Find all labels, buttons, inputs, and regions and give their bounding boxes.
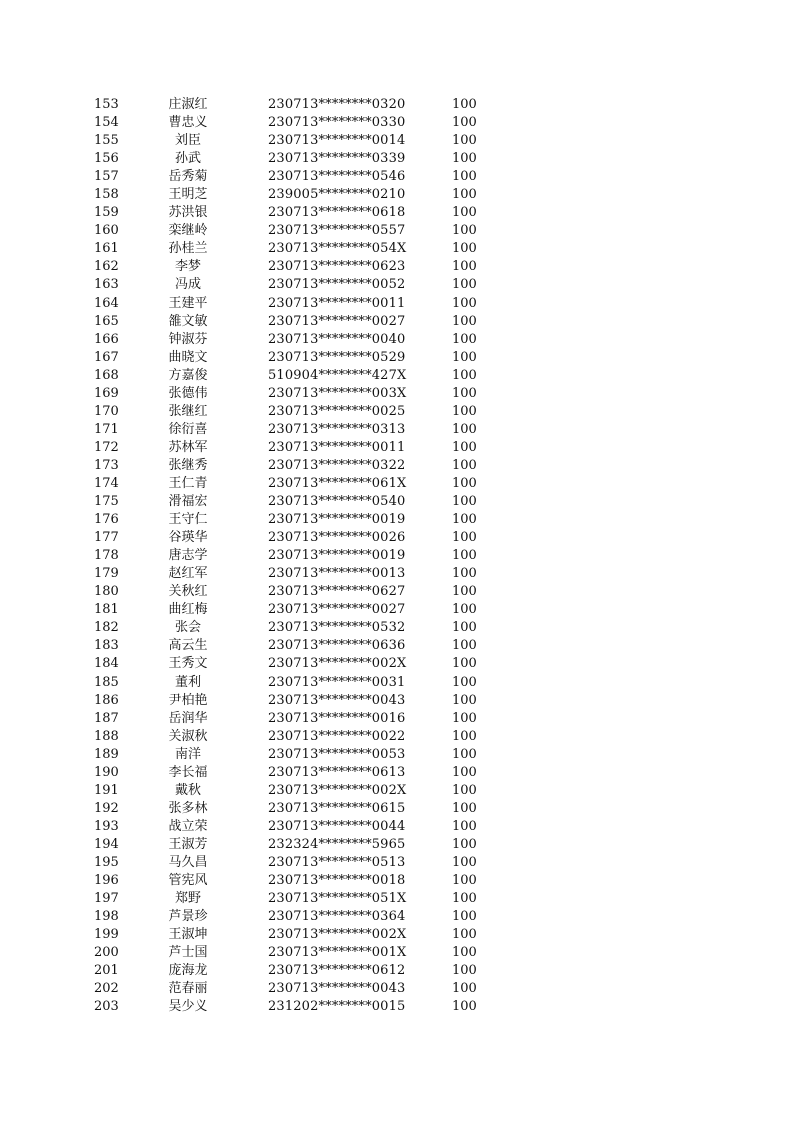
- id-number-cell: 230713********0330: [268, 115, 406, 131]
- table-row: [0, 565, 793, 583]
- table-row: [0, 295, 793, 313]
- id-number-cell: 230713********0623: [268, 259, 406, 275]
- row-number-cell: 155: [94, 133, 119, 149]
- table-row: [0, 836, 793, 854]
- name-cell: 尹柏艳: [168, 692, 208, 708]
- score-cell: 100: [452, 205, 477, 221]
- row-number-cell: 163: [94, 277, 119, 293]
- row-number-cell: 164: [94, 295, 119, 311]
- table-row: [0, 204, 793, 222]
- row-number-cell: 197: [94, 891, 119, 907]
- score-cell: 100: [452, 133, 477, 149]
- id-number-cell: 230713********0025: [268, 403, 406, 419]
- id-number-cell: 230713********0011: [268, 439, 406, 455]
- table-row: [0, 655, 793, 673]
- table-row: [0, 439, 793, 457]
- table-row: [0, 854, 793, 872]
- name-cell: 董利: [174, 674, 201, 690]
- score-cell: 100: [452, 277, 477, 293]
- name-cell: 李长福: [168, 764, 208, 780]
- name-cell: 南洋: [174, 746, 201, 762]
- id-number-cell: 232324********5965: [268, 836, 406, 852]
- id-number-cell: 230713********0313: [268, 421, 406, 437]
- id-number-cell: 230713********0636: [268, 638, 406, 654]
- row-number-cell: 186: [94, 692, 119, 708]
- table-row: [0, 944, 793, 962]
- table-row: [0, 475, 793, 493]
- name-cell: 张继红: [168, 403, 208, 419]
- score-cell: 100: [452, 873, 477, 889]
- id-number-cell: 230713********0043: [268, 692, 406, 708]
- name-cell: 刘臣: [174, 133, 201, 149]
- score-cell: 100: [452, 115, 477, 131]
- table-row: [0, 168, 793, 186]
- id-number-cell: 230713********002X: [268, 927, 407, 943]
- name-cell: 曲晓文: [168, 349, 208, 365]
- table-row: [0, 367, 793, 385]
- name-cell: 管宪风: [168, 873, 208, 889]
- id-number-cell: 510904********427X: [268, 367, 407, 383]
- name-cell: 赵红军: [168, 566, 208, 582]
- id-number-cell: 230713********0052: [268, 277, 406, 293]
- table-row: [0, 728, 793, 746]
- row-number-cell: 172: [94, 439, 119, 455]
- score-cell: 100: [452, 818, 477, 834]
- row-number-cell: 153: [94, 97, 119, 112]
- row-number-cell: 177: [94, 530, 119, 546]
- row-number-cell: 166: [94, 331, 119, 347]
- name-cell: 芦士国: [168, 945, 208, 961]
- name-cell: 吴少义: [168, 999, 208, 1015]
- name-cell: 马久昌: [168, 854, 208, 870]
- id-number-cell: 230713********0027: [268, 313, 406, 329]
- table-row: [0, 583, 793, 601]
- score-cell: 100: [452, 782, 477, 798]
- score-cell: 100: [452, 891, 477, 907]
- table-row: [0, 403, 793, 421]
- id-number-cell: 230713********0612: [268, 963, 406, 979]
- table-row: [0, 547, 793, 565]
- table-row: [0, 493, 793, 511]
- table-row: [0, 601, 793, 619]
- name-cell: 王建平: [168, 295, 208, 311]
- row-number-cell: 185: [94, 674, 119, 690]
- score-cell: 100: [452, 620, 477, 636]
- score-cell: 100: [452, 710, 477, 726]
- id-number-cell: 230713********0540: [268, 494, 406, 510]
- table-row: [0, 998, 793, 1016]
- id-number-cell: 230713********0532: [268, 620, 406, 636]
- table-row: [0, 240, 793, 258]
- table-row: [0, 890, 793, 908]
- table-row: [0, 692, 793, 710]
- id-number-cell: 230713********0053: [268, 746, 406, 762]
- score-cell: 100: [452, 692, 477, 708]
- row-number-cell: 184: [94, 656, 119, 672]
- name-cell: 战立荣: [168, 818, 208, 834]
- id-number-cell: 230713********051X: [268, 891, 407, 907]
- id-number-cell: 239005********0210: [268, 187, 406, 203]
- name-cell: 王仁青: [168, 475, 208, 491]
- row-number-cell: 158: [94, 187, 119, 203]
- name-cell: 张继秀: [168, 457, 208, 473]
- row-number-cell: 157: [94, 169, 119, 185]
- name-cell: 芦景珍: [168, 909, 208, 925]
- id-number-cell: 230713********0031: [268, 674, 406, 690]
- row-number-cell: 159: [94, 205, 119, 221]
- table-row: [0, 132, 793, 150]
- id-number-cell: 230713********002X: [268, 656, 407, 672]
- name-cell: 关淑秋: [168, 728, 208, 744]
- score-cell: 100: [452, 530, 477, 546]
- id-number-cell: 230713********0043: [268, 981, 406, 997]
- table-row: [0, 114, 793, 132]
- score-cell: 100: [452, 313, 477, 329]
- row-number-cell: 160: [94, 223, 119, 239]
- row-number-cell: 194: [94, 836, 119, 852]
- score-cell: 100: [452, 421, 477, 437]
- score-cell: 100: [452, 331, 477, 347]
- score-cell: 100: [452, 259, 477, 275]
- table-row: [0, 637, 793, 655]
- name-cell: 雒文敏: [168, 313, 208, 329]
- row-number-cell: 175: [94, 494, 119, 510]
- row-number-cell: 196: [94, 873, 119, 889]
- name-cell: 钟淑芬: [168, 331, 208, 347]
- table-row: [0, 96, 793, 114]
- name-cell: 王淑芳: [168, 836, 208, 852]
- row-number-cell: 171: [94, 421, 119, 437]
- name-cell: 曹忠义: [168, 115, 208, 131]
- score-cell: 100: [452, 475, 477, 491]
- row-number-cell: 174: [94, 475, 119, 491]
- table-row: [0, 710, 793, 728]
- score-cell: 100: [452, 295, 477, 311]
- score-cell: 100: [452, 349, 477, 365]
- score-cell: 100: [452, 656, 477, 672]
- score-cell: 100: [452, 674, 477, 690]
- row-number-cell: 169: [94, 385, 119, 401]
- row-number-cell: 195: [94, 854, 119, 870]
- score-cell: 100: [452, 800, 477, 816]
- score-cell: 100: [452, 457, 477, 473]
- name-cell: 张德伟: [168, 385, 208, 401]
- row-number-cell: 201: [94, 963, 119, 979]
- score-cell: 100: [452, 945, 477, 961]
- row-number-cell: 192: [94, 800, 119, 816]
- row-number-cell: 181: [94, 602, 119, 618]
- id-number-cell: 230713********0529: [268, 349, 406, 365]
- table-row: [0, 908, 793, 926]
- id-number-cell: 230713********0016: [268, 710, 406, 726]
- table-row: [0, 619, 793, 637]
- name-cell: 滑福宏: [168, 494, 208, 510]
- row-number-cell: 161: [94, 241, 119, 257]
- id-number-cell: 230713********0040: [268, 331, 406, 347]
- name-cell: 岳秀菊: [168, 169, 208, 185]
- data-table: [0, 96, 793, 1016]
- score-cell: 100: [452, 187, 477, 203]
- score-cell: 100: [452, 963, 477, 979]
- name-cell: 王守仁: [168, 512, 208, 528]
- score-cell: 100: [452, 241, 477, 257]
- row-number-cell: 200: [94, 945, 119, 961]
- table-row: [0, 511, 793, 529]
- name-cell: 冯成: [174, 277, 201, 293]
- table-row: [0, 186, 793, 204]
- table-row: [0, 674, 793, 692]
- score-cell: 100: [452, 566, 477, 582]
- id-number-cell: 230713********003X: [268, 385, 407, 401]
- row-number-cell: 188: [94, 728, 119, 744]
- id-number-cell: 230713********0546: [268, 169, 406, 185]
- table-row: [0, 421, 793, 439]
- row-number-cell: 182: [94, 620, 119, 636]
- table-row: [0, 818, 793, 836]
- score-cell: 100: [452, 439, 477, 455]
- id-number-cell: 230713********0339: [268, 151, 406, 167]
- name-cell: 范春丽: [168, 981, 208, 997]
- name-cell: 方嘉俊: [168, 367, 208, 383]
- row-number-cell: 179: [94, 566, 119, 582]
- score-cell: 100: [452, 602, 477, 618]
- row-number-cell: 190: [94, 764, 119, 780]
- id-number-cell: 230713********0011: [268, 295, 406, 311]
- id-number-cell: 230713********0019: [268, 548, 406, 564]
- score-cell: 100: [452, 367, 477, 383]
- score-cell: 100: [452, 494, 477, 510]
- table-row: [0, 529, 793, 547]
- table-row: [0, 782, 793, 800]
- id-number-cell: 230713********0618: [268, 205, 406, 221]
- name-cell: 孙武: [174, 151, 201, 167]
- score-cell: 100: [452, 764, 477, 780]
- score-cell: 100: [452, 97, 477, 112]
- row-number-cell: 187: [94, 710, 119, 726]
- row-number-cell: 203: [94, 999, 119, 1015]
- name-cell: 庄淑红: [168, 97, 208, 112]
- row-number-cell: 191: [94, 782, 119, 798]
- id-number-cell: 230713********0013: [268, 566, 406, 582]
- row-number-cell: 198: [94, 909, 119, 925]
- row-number-cell: 176: [94, 512, 119, 528]
- score-cell: 100: [452, 223, 477, 239]
- id-number-cell: 230713********0613: [268, 764, 406, 780]
- id-number-cell: 230713********0322: [268, 457, 406, 473]
- score-cell: 100: [452, 981, 477, 997]
- id-number-cell: 230713********0513: [268, 854, 406, 870]
- id-number-cell: 230713********0022: [268, 728, 406, 744]
- row-number-cell: 170: [94, 403, 119, 419]
- row-number-cell: 199: [94, 927, 119, 943]
- id-number-cell: 230713********0018: [268, 873, 406, 889]
- name-cell: 李梦: [174, 259, 201, 275]
- table-row: [0, 276, 793, 294]
- table-row: [0, 746, 793, 764]
- score-cell: 100: [452, 927, 477, 943]
- id-number-cell: 230713********0044: [268, 818, 406, 834]
- table-row: [0, 962, 793, 980]
- row-number-cell: 168: [94, 367, 119, 383]
- name-cell: 栾继岭: [168, 223, 208, 239]
- score-cell: 100: [452, 169, 477, 185]
- name-cell: 王明芝: [168, 187, 208, 203]
- table-row: [0, 150, 793, 168]
- name-cell: 苏林军: [168, 439, 208, 455]
- id-number-cell: 230713********0627: [268, 584, 406, 600]
- name-cell: 高云生: [168, 638, 208, 654]
- name-cell: 曲红梅: [168, 602, 208, 618]
- table-row: [0, 926, 793, 944]
- row-number-cell: 162: [94, 259, 119, 275]
- id-number-cell: 230713********0364: [268, 909, 406, 925]
- row-number-cell: 165: [94, 313, 119, 329]
- name-cell: 唐志学: [168, 548, 208, 564]
- table-row: [0, 764, 793, 782]
- name-cell: 关秋红: [168, 584, 208, 600]
- name-cell: 张多林: [168, 800, 208, 816]
- name-cell: 苏洪银: [168, 205, 208, 221]
- name-cell: 谷瑛华: [168, 530, 208, 546]
- score-cell: 100: [452, 854, 477, 870]
- id-number-cell: 230713********0557: [268, 223, 406, 239]
- name-cell: 岳润华: [168, 710, 208, 726]
- id-number-cell: 230713********0026: [268, 530, 406, 546]
- id-number-cell: 230713********0014: [268, 133, 406, 149]
- id-number-cell: 230713********0019: [268, 512, 406, 528]
- table-row: [0, 222, 793, 240]
- score-cell: 100: [452, 999, 477, 1015]
- name-cell: 徐衍喜: [168, 421, 208, 437]
- score-cell: 100: [452, 909, 477, 925]
- id-number-cell: 231202********0015: [268, 999, 406, 1015]
- table-row: [0, 457, 793, 475]
- id-number-cell: 230713********002X: [268, 782, 407, 798]
- row-number-cell: 189: [94, 746, 119, 762]
- name-cell: 郑野: [174, 891, 201, 907]
- id-number-cell: 230713********054X: [268, 241, 407, 257]
- id-number-cell: 230713********0027: [268, 602, 406, 618]
- score-cell: 100: [452, 151, 477, 167]
- id-number-cell: 230713********0615: [268, 800, 406, 816]
- name-cell: 王秀文: [168, 656, 208, 672]
- row-number-cell: 180: [94, 584, 119, 600]
- id-number-cell: 230713********001X: [268, 945, 407, 961]
- score-cell: 100: [452, 746, 477, 762]
- table-row: [0, 800, 793, 818]
- row-number-cell: 154: [94, 115, 119, 131]
- id-number-cell: 230713********0320: [268, 97, 406, 112]
- score-cell: 100: [452, 638, 477, 654]
- name-cell: 孙桂兰: [168, 241, 208, 257]
- score-cell: 100: [452, 385, 477, 401]
- row-number-cell: 173: [94, 457, 119, 473]
- table-row: [0, 331, 793, 349]
- score-cell: 100: [452, 512, 477, 528]
- name-cell: 王淑坤: [168, 927, 208, 943]
- table-row: [0, 385, 793, 403]
- row-number-cell: 156: [94, 151, 119, 167]
- table-row: [0, 872, 793, 890]
- row-number-cell: 183: [94, 638, 119, 654]
- name-cell: 张会: [174, 620, 201, 636]
- table-row: [0, 980, 793, 998]
- row-number-cell: 193: [94, 818, 119, 834]
- table-row: [0, 349, 793, 367]
- row-number-cell: 178: [94, 548, 119, 564]
- table-row: [0, 258, 793, 276]
- score-cell: 100: [452, 403, 477, 419]
- score-cell: 100: [452, 836, 477, 852]
- score-cell: 100: [452, 548, 477, 564]
- name-cell: 庞海龙: [168, 963, 208, 979]
- row-number-cell: 167: [94, 349, 119, 365]
- score-cell: 100: [452, 584, 477, 600]
- row-number-cell: 202: [94, 981, 119, 997]
- name-cell: 戴秋: [174, 782, 201, 798]
- table-row: [0, 313, 793, 331]
- score-cell: 100: [452, 728, 477, 744]
- id-number-cell: 230713********061X: [268, 475, 407, 491]
